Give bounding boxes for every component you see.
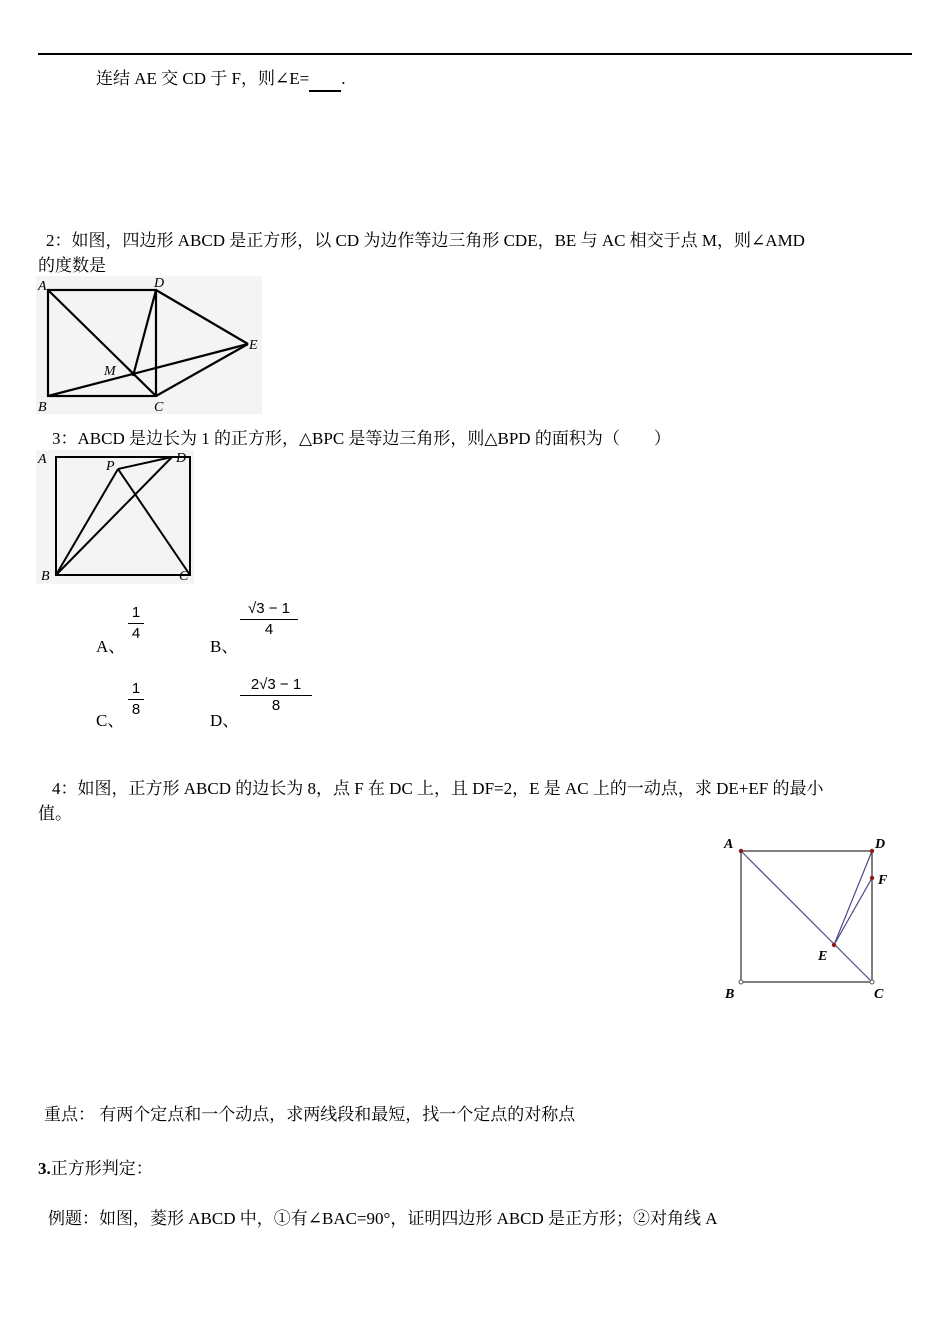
q4-diagonal-ac [741, 851, 872, 982]
option-c-bar [128, 699, 144, 700]
q4-label-d: D [875, 837, 886, 852]
q4-label-e: E [818, 949, 828, 964]
q2-line1: 2：如图，四边形 ABCD 是正方形，以 CD 为边作等边三角形 CDE，BE 与 AC 相交于点 M，则∠AMD [46, 231, 805, 250]
answer-blank [309, 68, 341, 92]
q4-line-de [834, 851, 872, 945]
intro-line [96, 68, 345, 92]
q3-option-d[interactable] [210, 706, 239, 731]
section3-heading [38, 1158, 153, 1180]
q4-point-a [739, 849, 743, 853]
q4-line2: 值。 [38, 804, 72, 823]
q4-label-a: A [724, 837, 734, 852]
section3-number: 3. [38, 1159, 51, 1178]
option-b-numerator: √3 − 1 [247, 600, 290, 617]
q2-label-a: A [38, 279, 47, 294]
section3-title: 正方形判定： [50, 1159, 153, 1178]
q4-point-e [832, 943, 836, 947]
option-a-bar [128, 623, 144, 624]
option-a-fraction [128, 604, 144, 643]
q4-label-f: F [878, 873, 888, 888]
q4-label-b: B [725, 987, 735, 1002]
option-c-letter: C、 [96, 711, 125, 730]
option-d-bar [240, 695, 312, 696]
option-a-numerator: 1 [131, 604, 141, 621]
q2-figure-background [36, 276, 262, 414]
key-point: 重点： 有两个定点和一个动点，求两线段和最短，找一个定点的对称点 [44, 1105, 576, 1124]
q2-label-e: E [249, 338, 258, 353]
q4-point-b [739, 980, 743, 984]
option-c-numerator: 1 [131, 680, 141, 697]
q4-point-f [870, 876, 874, 880]
header-rule [38, 53, 912, 55]
q4-line-ef [834, 878, 872, 945]
q2-line2-text: 的度数是 [38, 256, 106, 275]
q3-option-a[interactable] [96, 632, 125, 657]
q4-line1: 4：如图，正方形 ABCD 的边长为 8，点 F 在 DC 上，且 DF=2，E 是 AC 上的一动点，求 DE+EF 的最小 [52, 779, 824, 798]
q3-figure [36, 450, 194, 584]
q3-label-c: C [179, 569, 189, 584]
q4-label-c: C [874, 987, 884, 1002]
option-d-numerator: 2√3 − 1 [250, 676, 302, 693]
option-b-bar [240, 619, 298, 620]
q3-line: 3：ABCD 是边长为 1 的正方形，△BPC 是等边三角形，则△BPD 的面积为（ ） [52, 429, 671, 448]
option-c-denominator: 8 [131, 701, 141, 718]
q3-label-d: D [176, 451, 187, 466]
option-b-denominator: 4 [264, 621, 274, 638]
q2-label-c: C [154, 400, 164, 414]
option-b-letter: B、 [210, 637, 239, 656]
q3-figure-background [36, 450, 194, 584]
q3-option-b[interactable] [210, 632, 238, 657]
option-d-fraction [240, 676, 312, 715]
q4-point-d [870, 849, 874, 853]
q4-point-c [870, 980, 874, 984]
option-a-denominator: 4 [131, 625, 141, 642]
option-d-denominator: 8 [271, 697, 281, 714]
option-c-fraction [128, 680, 144, 719]
q3-option-c[interactable] [96, 706, 124, 731]
q2-label-d: D [154, 276, 165, 291]
q3-label-p: P [106, 459, 115, 474]
q2-figure [36, 276, 262, 414]
option-d-letter: D、 [210, 711, 240, 730]
intro-tail: . [341, 69, 346, 88]
q3-label-a: A [38, 452, 47, 467]
q2-label-m: M [104, 364, 116, 379]
option-a-letter: A、 [96, 637, 126, 656]
intro-text: 连结 AE 交 CD 于 F，则∠E= [96, 69, 310, 88]
q2-label-b: B [38, 400, 47, 414]
q4-figure [718, 830, 898, 1004]
q3-label-b: B [41, 569, 50, 584]
option-b-fraction [240, 600, 298, 639]
example-line: 例题：如图，菱形 ABCD 中，①有∠BAC=90°，证明四边形 ABCD 是正方形；②对角线 A [48, 1209, 718, 1228]
